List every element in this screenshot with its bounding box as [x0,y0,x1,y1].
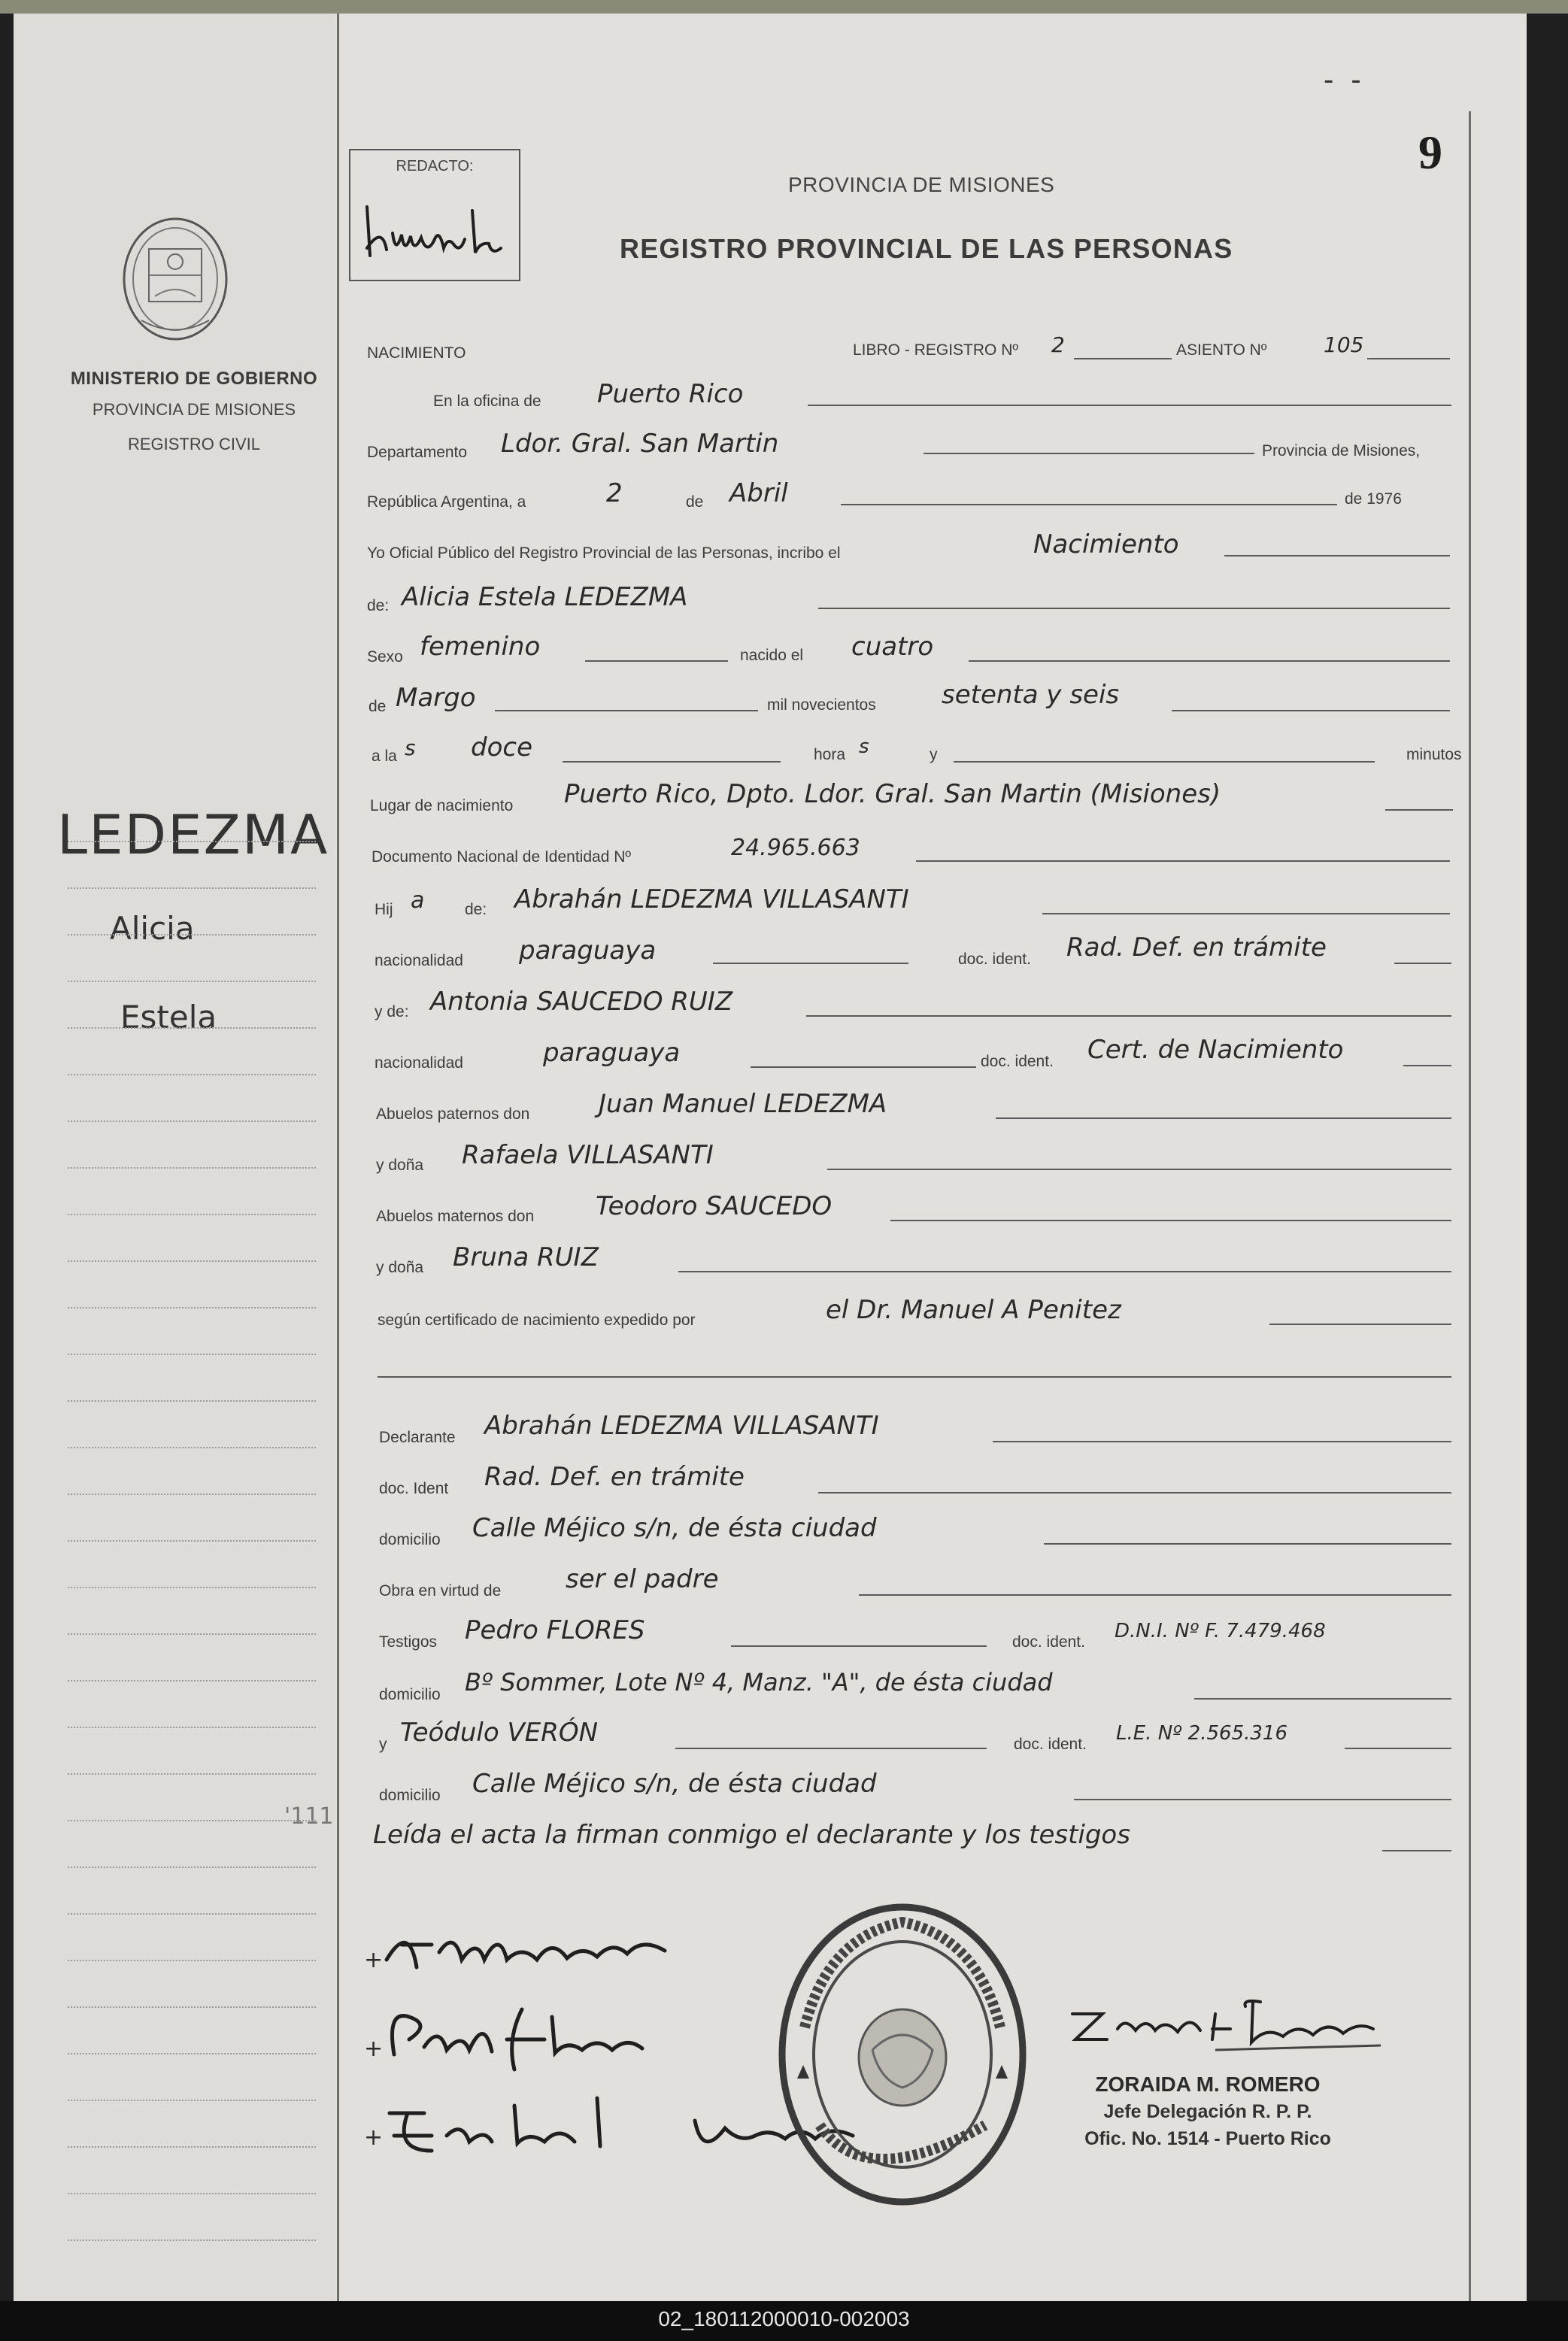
sidebar-dotted-line [68,981,316,982]
dona-mat-label: y doña [376,1259,424,1276]
redacto-signature-icon [359,196,510,263]
provincia-label: Provincia de Misiones, [1262,442,1421,459]
sidebar-dotted-line [68,1214,316,1215]
line-fecha [367,477,1480,510]
nac-madre-value: paraguaya [543,1038,681,1068]
line-testigo1 [367,1612,1480,1651]
doc-t1-value: D.N.I. Nº F. 7.479.468 [1115,1620,1326,1642]
sidebar-dotted-line [68,1587,316,1588]
testigo1-fill [731,1645,987,1647]
register-page [14,14,1527,2301]
line-abuela-pat [367,1137,1480,1174]
section-label: NACIMIENTO [367,344,466,362]
fecha-mes: Abril [729,478,788,508]
sidebar-dotted-line [68,2053,316,2054]
testigos-label: Testigos [379,1633,438,1651]
domicilio-declarante-label: domicilio [379,1531,441,1548]
sidebar-dotted-line [68,1820,316,1821]
line-dni [367,830,1480,866]
a-las-label: a la [372,747,397,765]
line-hora [367,729,1480,763]
fecha-dia: 2 [606,478,623,508]
sidebar-dotted-line [68,1260,316,1262]
a-las-suffix: s [405,735,416,760]
minutos-fill [954,761,1375,763]
domicilio-t1-fill [1194,1698,1451,1700]
line-nac-padre [367,932,1480,969]
doc-t1-label: doc. ident. [1012,1633,1085,1651]
testigo2-fill [675,1748,987,1749]
nac-padre-fill [713,963,908,964]
svg-text:+: + [364,1947,384,1973]
hija-de-label: de: [465,901,487,918]
nac-madre-label: nacionalidad [375,1054,463,1072]
left-margin [14,14,335,2301]
nombre-fill [818,608,1450,609]
certificado-fill [1269,1324,1451,1325]
doc-padre-fill [1394,963,1451,964]
abuela-mat-value: Bruna RUIZ [453,1242,599,1272]
abuela-mat-fill [678,1271,1451,1272]
sexo-label: Sexo [367,648,403,666]
dia-nac-value: cuatro [851,632,934,662]
testigo2-value: Teódulo VERÓN [400,1718,599,1748]
sidebar-dotted-line [68,1540,316,1542]
footer-image-id: 02_180112000010-002003 [658,2307,910,2330]
anio-nac-fill [1172,710,1450,711]
hora-suffix: s [859,735,869,758]
sidebar-dotted-line [68,1167,316,1169]
mes-nac-value: Margo [396,683,476,713]
libro-fill [1074,358,1172,359]
madre-value: Antonia SAUCEDO RUIZ [430,987,733,1017]
doc-madre-value: Cert. de Nacimiento [1087,1035,1344,1065]
sidebar-dotted-line [68,1633,316,1635]
header-registry: REGISTRO PROVINCIAL DE LAS PERSONAS [620,233,1233,264]
top-edge-strip [0,0,1568,14]
dni-fill [916,860,1450,862]
oficina-fill [808,405,1451,406]
sidebar-dotted-line [68,2006,316,2008]
departamento-value: Ldor. Gral. San Martin [501,429,779,459]
sidebar-dotted-line [68,934,316,935]
abuelos-pat-label: Abuelos paternos don [376,1105,530,1123]
obra-value: ser el padre [566,1564,719,1594]
doc-padre-value: Rad. Def. en trámite [1066,932,1327,963]
sidebar-dotted-line [68,1680,316,1681]
doc-madre-fill [1403,1065,1451,1066]
libro-value: 2 [1051,332,1065,357]
doc-madre-label: doc. ident. [981,1053,1054,1070]
svg-text:+: + [364,2036,384,2062]
doc-padre-label: doc. ident. [958,951,1031,968]
sidebar-province: PROVINCIA DE MISIONES [92,400,296,419]
departamento-fill [924,453,1254,454]
hora-value: doce [471,732,532,763]
abuelos-mat-label: Abuelos maternos don [376,1208,535,1225]
acto-fill [1224,555,1450,556]
official-seal-icon [775,1900,1030,2209]
header-province: PROVINCIA DE MISIONES [788,173,1055,196]
domicilio-t2-value: Calle Méjico s/n, de ésta ciudad [472,1769,877,1799]
line-lugar [367,779,1480,812]
doc-declarante-fill [818,1492,1451,1493]
dona-pat-label: y doña [376,1157,424,1174]
sidebar-dotted-line [68,1493,316,1495]
sidebar-dotted-line [68,1354,316,1355]
dni-value: 24.965.663 [731,835,860,861]
sidebar-dotted-line [68,1074,316,1075]
official-office: Ofic. No. 1514 - Puerto Rico [1084,2128,1331,2149]
line-abuelo-mat [367,1188,1480,1225]
sidebar-dotted-line [68,1120,316,1122]
lugar-value: Puerto Rico, Dpto. Ldor. Gral. San Martin (Misiones) [564,779,1221,809]
asiento-value: 105 [1324,332,1364,357]
oficial-label: Yo Oficial Público del Registro Provincial de las Personas, incribo el [367,544,841,562]
sidebar-dotted-line [68,2146,316,2148]
acto-value: Nacimiento [1033,529,1179,559]
line-oficial [367,528,1480,561]
minutos-label: minutos [1406,746,1462,763]
sidebar-office: REGISTRO CIVIL [127,435,261,453]
line-declarante [367,1408,1480,1446]
ministry-title: MINISTERIO DE GOBIERNO [70,368,318,389]
sidebar-surname: LEDEZMA [57,803,329,866]
y-testigo2-label: y [379,1736,387,1753]
sidebar-dotted-line [68,2239,316,2241]
line-sexo [367,630,1480,666]
abuelo-pat-fill [996,1117,1451,1119]
line-nombre [367,579,1480,612]
line-madre [367,984,1480,1020]
lugar-label: Lugar de nacimiento [370,797,514,814]
oficina-label: En la oficina de [433,393,541,410]
sidebar-dotted-line [68,1307,316,1308]
line-obra [367,1561,1480,1600]
mil-label: mil novecientos [767,696,876,714]
domicilio-t2-fill [1074,1799,1451,1800]
line-doc-declarante [367,1459,1480,1497]
line-abuelo-pat [367,1086,1480,1123]
domicilio-declarante-value: Calle Méjico s/n, de ésta ciudad [472,1513,877,1543]
leida-fill [1382,1850,1451,1851]
nac-padre-value: paraguaya [519,935,657,966]
official-name: ZORAIDA M. ROMERO [1095,2073,1321,2096]
nombre-value: Alicia Estela LEDEZMA [402,582,688,612]
doc-t2-label: doc. ident. [1014,1736,1087,1753]
dia-nac-fill [969,660,1450,662]
abuela-pat-value: Rafaela VILLASANTI [462,1140,714,1170]
sexo-value: femenino [420,632,541,662]
dni-label: Documento Nacional de Identidad Nº [372,848,632,866]
svg-text:+: + [364,2124,384,2151]
sidebar-dotted-line [68,1400,316,1402]
provincial-crest-icon [119,215,232,343]
line-certificado [367,1292,1480,1329]
domicilio-declarante-fill [1044,1543,1451,1545]
domicilio-t2-label: domicilio [379,1787,441,1804]
nac-padre-label: nacionalidad [375,952,463,969]
domicilio-t1-value: Bº Sommer, Lote Nº 4, Manz. "A", de ésta ciudad [465,1668,1053,1697]
padre-value: Abrahán LEDEZMA VILLASANTI [514,884,909,914]
sidebar-dotted-line [68,2100,316,2101]
line-domicilio-declarante [367,1510,1480,1548]
sidebar-dotted-line [68,1913,316,1915]
line-padre [367,881,1480,918]
madre-fill [806,1015,1451,1017]
asiento-fill [1367,358,1450,359]
padre-fill [1042,913,1450,914]
oficina-value: Puerto Rico [597,379,744,409]
abuela-pat-fill [827,1169,1451,1170]
sidebar-middle-name: Estela [120,999,217,1036]
page-number: 9 [1418,126,1442,179]
line-leida [367,1817,1480,1850]
sidebar-dotted-line [68,1960,316,1961]
doc-declarante-value: Rad. Def. en trámite [484,1462,745,1492]
anio-nac-value: setenta y seis [942,680,1120,710]
madre-label: y de: [375,1003,409,1020]
hija-suffix: a [411,887,425,914]
departamento-label: Departamento [367,444,468,461]
domicilio-t1-label: domicilio [379,1686,441,1703]
fecha-fill [841,504,1337,505]
declarante-fill [993,1441,1451,1442]
anio-label: de 1976 [1345,490,1402,508]
line-departamento [367,427,1480,460]
lugar-fill [1385,809,1453,811]
sidebar-margin-mark: '111 [284,1803,334,1830]
nombre-label: de: [367,597,390,614]
line-domicilio-t1 [367,1665,1480,1703]
libro-label: LIBRO - REGISTRO Nº [853,341,1019,359]
sidebar-dotted-line [68,1866,316,1868]
abuelo-mat-value: Teodoro SAUCEDO [596,1191,833,1221]
republica-label: República Argentina, a [367,493,526,511]
line-nac-madre [367,1035,1480,1072]
abuelo-pat-value: Juan Manuel LEDEZMA [599,1089,887,1119]
certificado-label: según certificado de nacimiento expedido por [378,1312,696,1329]
sidebar-dotted-line [68,1727,316,1728]
obra-label: Obra en virtud de [379,1582,502,1600]
hora-fill [563,761,781,763]
sidebar-dotted-line [68,1773,316,1775]
sidebar-dotted-line [68,887,316,889]
sidebar-first-name: Alicia [110,910,195,947]
hora-label: hora [814,746,846,763]
certificado-fill-2 [378,1376,1451,1378]
testigo1-signature-icon [364,1994,680,2077]
line-mes-nac [367,680,1480,713]
left-vertical-rule [337,14,339,2301]
sidebar-dotted-line [68,1447,316,1448]
testigo1-value: Pedro FLORES [465,1615,645,1645]
redacto-label: REDACTO: [396,158,474,174]
line-nacimiento [367,329,1480,362]
doc-declarante-label: doc. Ident [379,1480,449,1497]
leida-value: Leída el acta la firman conmigo el declarante y los testigos [373,1820,1130,1850]
line-testigo2 [367,1715,1480,1753]
corner-marks: - - [1324,63,1366,96]
doc-t2-value: L.E. Nº 2.565.316 [1116,1722,1287,1745]
certificado-value: el Dr. Manuel A Penitez [826,1295,1121,1325]
official-signature-icon [1065,1984,1381,2051]
mes-nac-de-label: de [368,698,387,715]
line-domicilio-t2 [367,1766,1480,1804]
doc-t2-fill [1345,1748,1451,1749]
sexo-fill [585,660,728,662]
sidebar-dotted-line [68,841,316,842]
line-abuela-mat [367,1239,1480,1276]
nacido-label: nacido el [740,647,804,664]
official-title: Jefe Delegación R. P. P. [1103,2101,1312,2122]
hija-label: Hij [375,901,393,918]
sidebar-dotted-line [68,2193,316,2194]
line-oficina [367,378,1480,411]
obra-fill [859,1594,1451,1596]
fecha-de-label: de [686,493,704,511]
redacto-box [349,149,520,281]
sidebar-dotted-line [68,1027,316,1029]
nac-madre-fill [751,1066,976,1068]
abuelo-mat-fill [890,1220,1451,1221]
declarante-label: Declarante [379,1429,456,1446]
y-label: y [930,746,938,763]
mes-nac-fill [495,710,758,711]
declarante-value: Abrahán LEDEZMA VILLASANTI [484,1411,879,1441]
declarante-signature-icon [364,1907,680,1982]
asiento-label: ASIENTO Nº [1176,341,1267,359]
line-certificado-2 [367,1345,1480,1378]
